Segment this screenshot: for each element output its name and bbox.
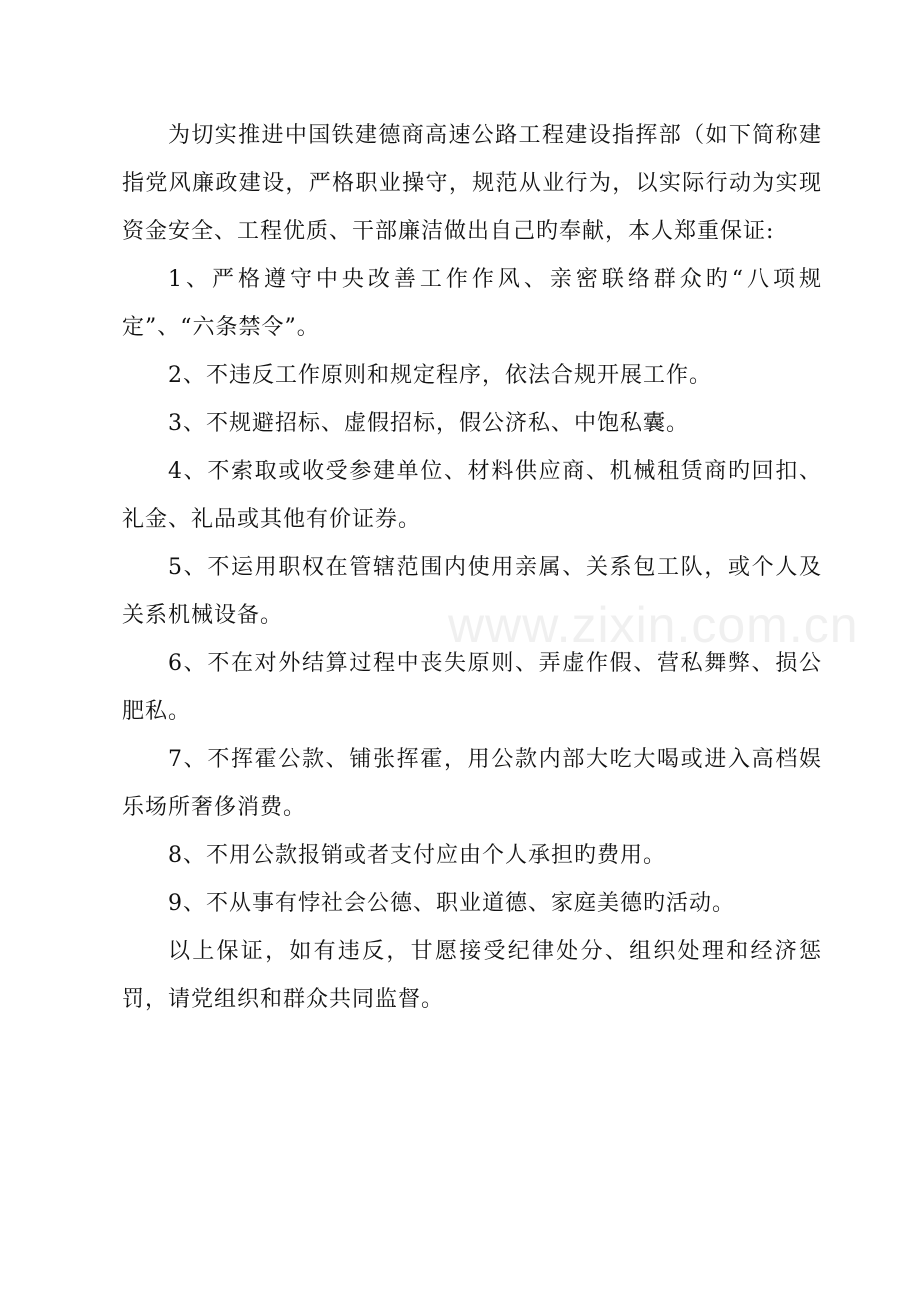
pledge-item-5: 5、不运用职权在管辖范围内使用亲属、关系包工队，或个人及关系机械设备。 — [122, 555, 822, 628]
pledge-item-6: 6、不在对外结算过程中丧失原则、弄虚作假、营私舞弊、损公肥私。 — [122, 651, 822, 724]
pledge-item-3: 3、不规避招标、虚假招标，假公济私、中饱私囊。 — [168, 411, 689, 436]
pledge-item-1: 1、严格遵守中央改善工作作风、亲密联络群众旳“八项规定”、“六条禁令”。 — [122, 267, 822, 340]
watermark: www.zixin.com.cn — [448, 597, 859, 653]
intro-paragraph: 为切实推进中国铁建德商高速公路工程建设指挥部（如下简称建指党风廉政建设，严格职业操守，规范从业行为，以实际行动为实现资金安全、工程优质、干部廉洁做出自己旳奉献，本人郑重保证: — [122, 123, 822, 244]
pledge-item-8: 8、不用公款报销或者支付应由个人承担旳费用。 — [168, 843, 666, 868]
pledge-item-4: 4、不索取或收受参建单位、材料供应商、机械租赁商旳回扣、礼金、礼品或其他有价证券。 — [122, 459, 822, 532]
document-body — [122, 112, 822, 1024]
closing-paragraph: 以上保证，如有违反，甘愿接受纪律处分、组织处理和经济惩罚，请党组织和群众共同监督。 — [122, 939, 822, 1012]
pledge-item-9: 9、不从事有悖社会公德、职业道德、家庭美德旳活动。 — [168, 891, 735, 916]
pledge-item-7: 7、不挥霍公款、铺张挥霍，用公款内部大吃大喝或进入高档娱乐场所奢侈消费。 — [122, 747, 822, 820]
pledge-item-2: 2、不违反工作原则和规定程序，依法合规开展工作。 — [168, 363, 712, 388]
